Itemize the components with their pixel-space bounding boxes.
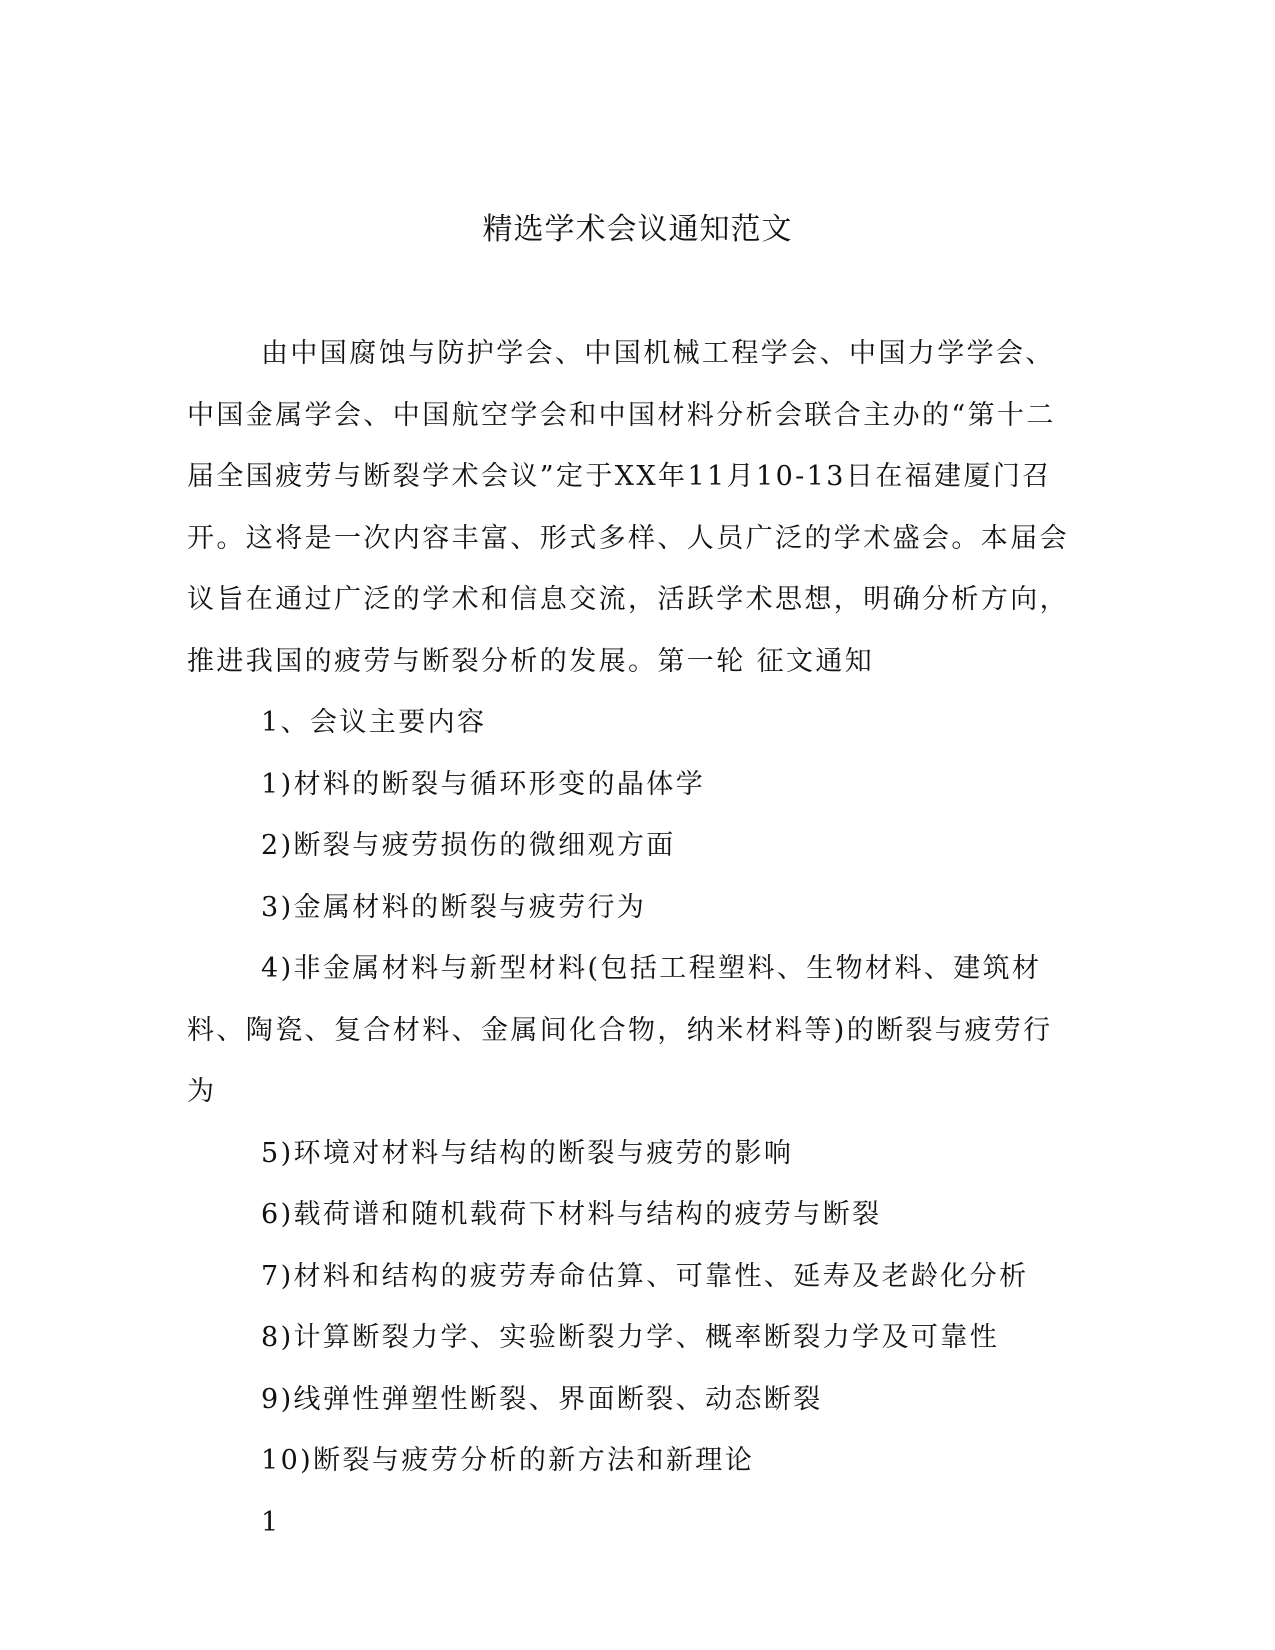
topic-item: 6)载荷谱和随机载荷下材料与结构的疲劳与断裂 (261, 1199, 882, 1230)
topic-item: 7)材料和结构的疲劳寿命估算、可靠性、延寿及老龄化分析 (261, 1260, 1029, 1292)
document-title: 精选学术会议通知范文 (482, 212, 793, 247)
topic-item: 1)材料的断裂与循环形变的晶体学 (261, 768, 706, 800)
topic-item: 4)非金属材料与新型材料(包括工程塑料、生物材料、建筑材料、陶瓷、复合材料、金属间化合物，纳米材料等)的断裂与疲劳行为 (187, 953, 1053, 1107)
topic-item: 10)断裂与疲劳分析的新方法和新理论 (261, 1445, 755, 1476)
topic-item: 3)金属材料的断裂与疲劳行为 (261, 891, 647, 923)
intro-paragraph: 由中国腐蚀与防护学会、中国机械工程学会、中国力学学会、中国金属学会、中国航空学会和中国材料分析会联合主办的“第十二届全国疲劳与断裂学术会议”定于XX年11月10-13日在福建厦门召开。这将是一次内容丰富、形式多样、人员广泛的学术盛会。本届会议旨在通过广泛的学术和信息交流，活跃学术思想，明确分析方向，推进我国的疲劳与断裂分析的发展。第一轮 征文通知 (187, 338, 1069, 677)
document-body (187, 323, 1073, 1553)
topic-item: 9)线弹性弹塑性断裂、界面断裂、动态断裂 (261, 1383, 823, 1415)
topic-item: 2)断裂与疲劳损伤的微细观方面 (261, 830, 676, 861)
page-number: 1 (261, 1506, 281, 1538)
topic-item: 8)计算断裂力学、实验断裂力学、概率断裂力学及可靠性 (261, 1322, 1000, 1353)
section-heading: 1、会议主要内容 (261, 707, 487, 738)
topic-item: 5)环境对材料与结构的断裂与疲劳的影响 (261, 1137, 794, 1169)
